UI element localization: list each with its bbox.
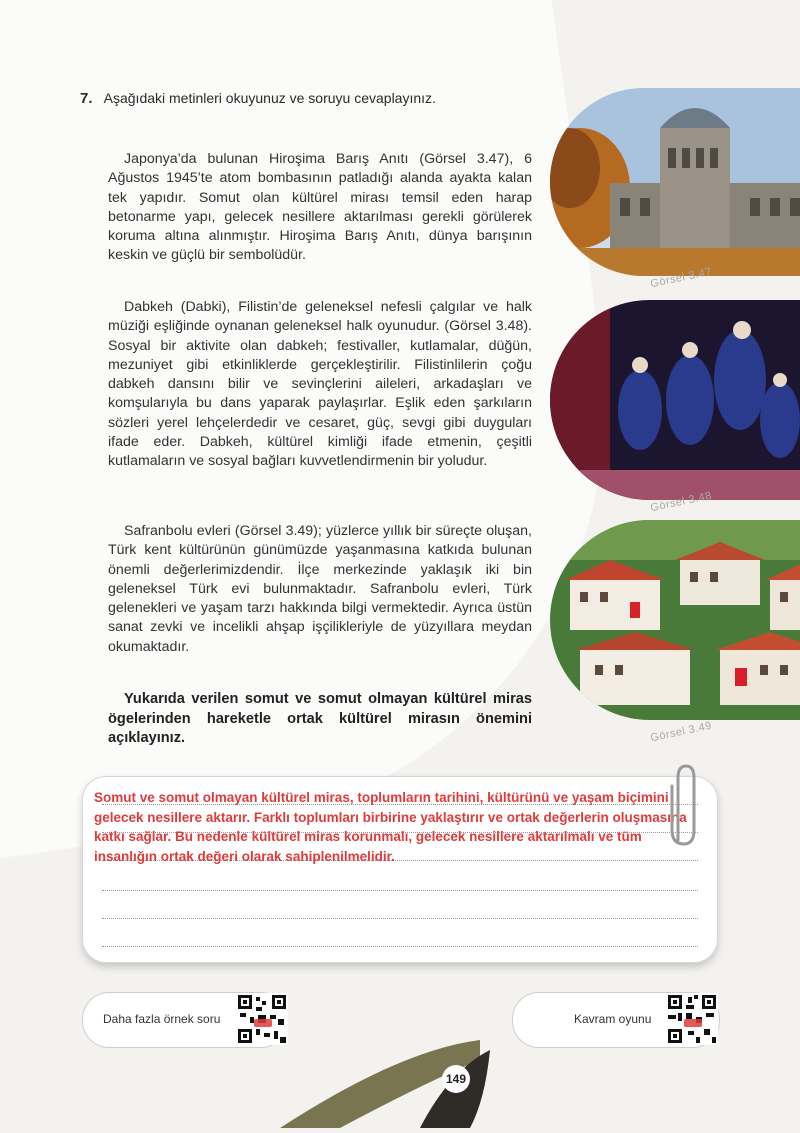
qr-code-icon[interactable] — [666, 993, 718, 1045]
concept-game-label[interactable]: Kavram oyunu — [574, 1012, 652, 1026]
paperclip-icon — [664, 760, 704, 855]
paragraph-dabkeh-text: Dabkeh (Dabki), Filistin’de geleneksel nefesli çalgılar ve halk müziği eşliğinde oynanan geleneksel halk oyunudur. (Görsel 3.48). Sosyal bir aktivite olan dabkeh; festivaller, kutlamalar, düğün, mezuniyet gibi etkinliklerde gerçekleştirilir. Filistinlilerin çoğu dabkeh dansını bilir ve sevinçlerini aileleri, arkadaşları ve komşularıyla bu dans yaparak paylaşırlar. Eşlik eden şarkıların sözleri yerel lehçelerdedir ve cesaret, güç, sevgi gibi duyguları ifade eder. Dabkeh, kültürel kimliği ifade etmenin, çeşitli kutlamaların ve sosyal bağları kuvvetlendirmenin bir yoludur. — [108, 299, 532, 470]
question-instruction: Aşağıdaki metinleri okuyunuz ve soruyu cevaplayınız. — [103, 90, 436, 106]
answer-line — [102, 918, 698, 919]
paragraph-hiroshima-text: Japonya’da bulunan Hiroşima Barış Anıtı (Görsel 3.47), 6 Ağustos 1945’te atom bombasının patladığı alanda ayakta kalan tek yapıdır. Somut olan kültürel mirası temsil eden harap betonarme yapı, gelecek nesillere aktarılması gerekli görülerek koruma altına alınmıştır. Hiroşima Barış Anıtı, dünya barışının keskin ve güçlü bir sembolüdür. — [108, 151, 532, 264]
answer-line — [102, 946, 698, 947]
caption-img2: Görsel 3.48 — [649, 489, 713, 515]
qr-code-icon[interactable] — [236, 993, 288, 1045]
caption-img1: Görsel 3.47 — [649, 265, 713, 291]
question-prompt-text: Yukarıda verilen somut ve somut olmayan kültürel miras ögelerinden hareketle ortak kültürel mirasın önemini açıklayınız. — [108, 691, 532, 746]
paragraph-hiroshima — [108, 150, 532, 266]
question-prompt — [108, 690, 532, 749]
question-heading — [80, 90, 436, 107]
more-examples-label[interactable]: Daha fazla örnek soru — [103, 1012, 221, 1026]
page-number: 149 — [442, 1065, 470, 1093]
hiroshima-photo — [550, 88, 800, 276]
footer-band — [280, 1040, 520, 1133]
answer-line — [102, 890, 698, 891]
question-number: 7. — [80, 90, 93, 107]
caption-img3: Görsel 3.49 — [649, 719, 713, 745]
safranbolu-photo — [550, 520, 800, 720]
paragraph-safranbolu — [108, 522, 532, 657]
answer-text: Somut ve somut olmayan kültürel miras, toplumların tarihini, kültürünü ve yaşam biçimini gelecek nesillere aktarır. Farklı toplumları birbirine yaklaştırır ve ortak değerlerin oluşmasına katkı sağlar. Bu nedenle kültürel miras korunmalı, gelecek nesillere aktarılmalı ve tüm insanlığın ortak değeri olarak sahiplenilmelidir. — [94, 790, 687, 864]
dabkeh-photo — [550, 300, 800, 500]
paragraph-dabkeh — [108, 298, 532, 472]
paragraph-safranbolu-text: Safranbolu evleri (Görsel 3.49); yüzlerce yıllık bir süreçte oluşan, Türk kent kültürünün günümüzde yaşanmasına katkıda bulunan önemli değerlerimizdendir. İlçe merkezinde yaklaşık iki bin geleneksel Türk evi bulunmaktadır. Safranbolu evleri, Türk gelenekleri ve yaşam tarzı hakkında bilgi vermektedir. Ayrıca üstün sanat zevki ve incelikli ahşap işçilikleriyle de yüzyıllara meydan okumaktadır. — [108, 523, 532, 655]
